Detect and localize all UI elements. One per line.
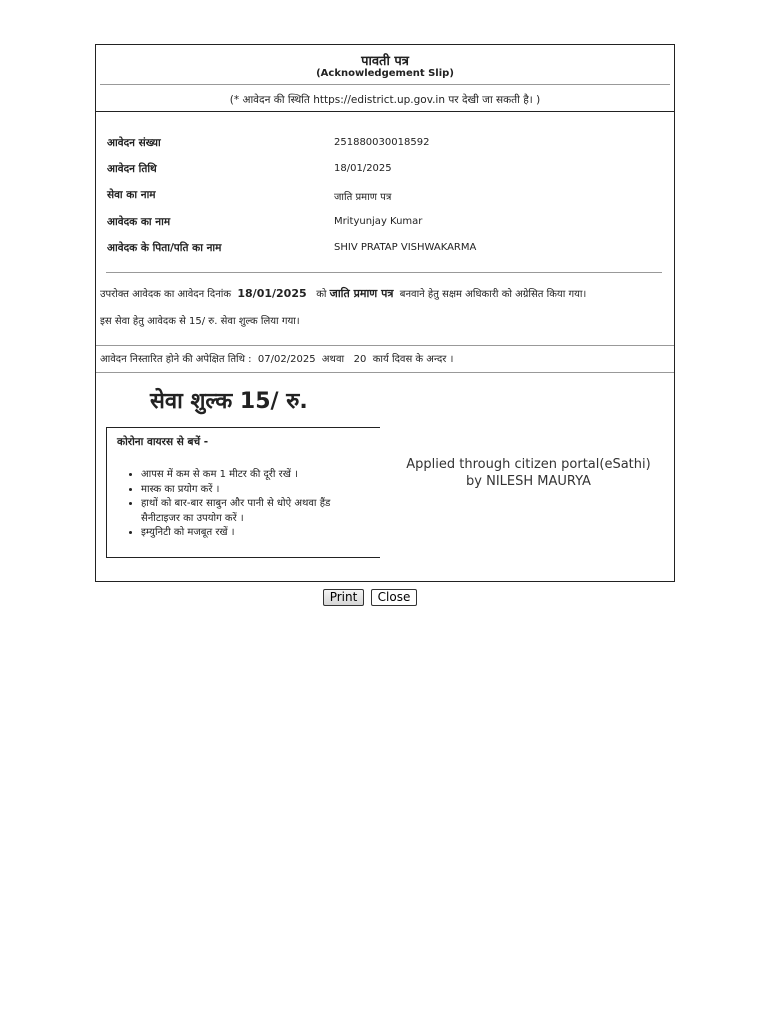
slip-title: पावती पत्र	[361, 54, 409, 69]
portal-note	[391, 456, 666, 490]
application-date-value: 18/01/2025	[334, 163, 392, 174]
disposal-date: 07/02/2025	[257, 354, 316, 365]
slip-subtitle: (Acknowledgement Slip)	[316, 68, 454, 79]
application-number-label: आवेदन संख्या	[107, 137, 161, 149]
list-item: • आपस में कम से कम 1 मीटर की दूरी रखें ।	[141, 468, 371, 483]
divider	[106, 272, 662, 273]
print-button[interactable]: Print	[323, 589, 364, 606]
disposal-prefix: आवेदन निस्तारित होने की अपेक्षित तिथि :	[100, 354, 252, 365]
portal-note-line2: by NILESH MAURYA	[466, 474, 591, 489]
close-button[interactable]: Close	[371, 589, 417, 606]
father-husband-name-value: SHIV PRATAP VISHWAKARMA	[334, 242, 477, 253]
acknowledgement-slip	[95, 44, 675, 582]
application-date-label: आवेदन तिथि	[107, 163, 157, 175]
forwarding-service: जाति प्रमाण पत्र	[329, 287, 394, 300]
status-note: (* आवेदन की स्थिति https://edistrict.up.gov.in पर देखी जा सकती है। )	[229, 94, 541, 106]
applicant-name-label: आवेदक का नाम	[107, 216, 171, 228]
list-item: • हाथों को बार-बार साबुन और पानी से धोऐ अथवा हैंड सैनीटाइजर का उपयोग करें ।	[141, 497, 371, 526]
corona-advisory-title: कोरोना वायरस से बचें -	[117, 436, 209, 448]
corona-advisory-list	[107, 468, 371, 541]
service-fee-banner: सेवा शुल्क 15/ रु.	[150, 389, 308, 414]
forwarding-mid: को	[316, 289, 327, 300]
disposal-days: 20	[353, 354, 367, 365]
father-husband-name-label: आवेदक के पिता/पति का नाम	[107, 242, 222, 254]
list-item: • मास्क का प्रयोग करें ।	[141, 483, 371, 498]
disposal-or: अथवा	[321, 354, 345, 365]
disposal-statement	[100, 351, 453, 365]
application-number-value: 251880030018592	[334, 137, 430, 148]
corona-advisory-box	[106, 427, 380, 558]
fee-note: इस सेवा हेतु आवेदक से 15/ रु. सेवा शुल्क लिया गया।	[100, 316, 300, 327]
disposal-suffix: कार्य दिवस के अन्दर ।	[372, 354, 454, 365]
service-name-value: जाति प्रमाण पत्र	[334, 192, 392, 203]
forwarding-statement	[100, 286, 586, 301]
divider	[96, 345, 674, 346]
forwarding-prefix: उपरोक्त आवेदक का आवेदन दिनांक	[100, 289, 232, 300]
list-item: • इम्युनिटी को मजबूत रखें ।	[141, 526, 371, 541]
divider	[100, 84, 670, 85]
forwarding-suffix: बनवाने हेतु सक्षम अधिकारी को अग्रेसित किया गया।	[399, 289, 587, 300]
forwarding-date: 18/01/2025	[237, 287, 307, 300]
portal-note-line1: Applied through citizen portal(eSathi)	[406, 457, 651, 472]
divider	[96, 111, 674, 112]
service-name-label: सेवा का नाम	[107, 189, 156, 201]
divider	[96, 372, 674, 373]
applicant-name-value: Mrityunjay Kumar	[334, 216, 423, 227]
